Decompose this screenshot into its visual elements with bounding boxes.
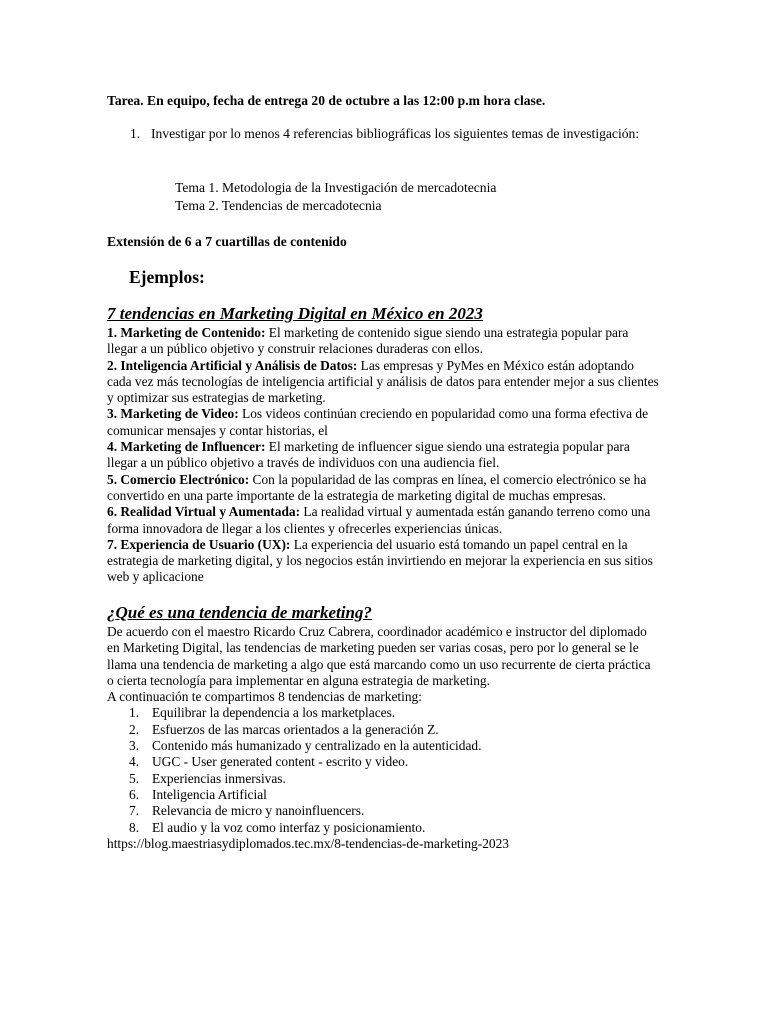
task-number: 1. bbox=[130, 126, 141, 141]
trends-section bbox=[107, 304, 659, 586]
list-item: 6. Inteligencia Artificial bbox=[129, 786, 267, 802]
list-item: 3. Contenido más humanizado y centralizado en la autenticidad. bbox=[129, 738, 482, 754]
trend-text: Con la popularidad de las compras en línea, el comercio electrónico se ha convertido en una parte importante de la estrategia de marketing digital de muchas empresas. bbox=[107, 471, 647, 503]
trend-item bbox=[107, 472, 659, 505]
trend-label: 1. Marketing de Contenido: bbox=[107, 325, 266, 340]
trend-text: El marketing de influencer sigue siendo una estrategia popular para llegar a un público objetivo a través de individuos con una audiencia fiel. bbox=[107, 439, 630, 471]
assignment-title: Tarea. En equipo, fecha de entrega 20 de octubre a las 12:00 p.m hora clase. bbox=[107, 93, 546, 108]
task-item-1 bbox=[130, 125, 661, 143]
trend-text: La experiencia del usuario está tomando un papel central en la estrategia de marketing digital, y los negocios están invirtiendo en mejorar la experiencia en sus sitios web y aplicacione bbox=[107, 536, 653, 585]
examples-heading: Ejemplos: bbox=[129, 267, 205, 287]
trend-item bbox=[107, 537, 659, 586]
definition-paragraph: De acuerdo con el maestro Ricardo Cruz Cabrera, coordinador académico e instructor del diplomado en Marketing Digital, las tendencias de marketing pueden ser varias cosas, pero por lo general se le llama una tendencia de marketing a algo que está marcando como un uso recurrente de cierta práctica o cierta tecnología para implementar en alguna estrategia de marketing. bbox=[107, 624, 651, 688]
definition-section bbox=[107, 603, 659, 852]
trend-label: 4. Marketing de Influencer: bbox=[107, 439, 266, 455]
trend-text: Los videos continúan creciendo en popularidad como una forma efectiva de comunicar mensajes y contar historias, el bbox=[107, 406, 649, 438]
topic-2: Tema 2. Tendencias de mercadotecnia bbox=[175, 198, 382, 213]
list-item: 8. El audio y la voz como interfaz y posicionamiento. bbox=[129, 819, 426, 835]
trend-label: 5. Comercio Electrónico: bbox=[107, 471, 250, 487]
source-url: https://blog.maestriasydiplomados.tec.mx/8-tendencias-de-marketing-2023 bbox=[107, 835, 509, 851]
trend-label: 2. Inteligencia Artificial y Análisis de Datos: bbox=[107, 357, 358, 373]
trend-text: El marketing de contenido sigue siendo una estrategia popular para llegar a un público objetivo y construir relaciones duraderas con ellos. bbox=[107, 325, 629, 357]
list-item: 7. Relevancia de micro y nanoinfluencers. bbox=[129, 803, 365, 819]
list-item: 1. Equilibrar la dependencia a los marketplaces. bbox=[129, 705, 396, 721]
list-item: 2. Esfuerzos de las marcas orientados a la generación Z. bbox=[129, 721, 439, 737]
trends-heading: 7 tendencias en Marketing Digital en México en 2023 bbox=[107, 304, 483, 323]
trend-item bbox=[107, 439, 659, 472]
trend-item bbox=[107, 406, 659, 439]
trend-item bbox=[107, 325, 659, 358]
trend-label: 7. Experiencia de Usuario (UX): bbox=[107, 536, 291, 552]
task-text: Investigar por lo menos 4 referencias bibliográficas los siguientes temas de investigación: bbox=[151, 126, 640, 141]
list-item: 4. UGC - User generated content - escrito y video. bbox=[129, 754, 409, 770]
trend-label: 3. Marketing de Video: bbox=[107, 406, 239, 422]
definition-heading: ¿Qué es una tendencia de marketing? bbox=[107, 603, 372, 622]
extension-note: Extensión de 6 a 7 cuartillas de contenido bbox=[107, 234, 347, 249]
topics-list bbox=[175, 179, 496, 215]
trend-text: Las empresas y PyMes en México están adoptando cada vez más tecnologías de inteligencia artificial y análisis de datos para entender mejor a sus clientes y optimizar sus estrategias de marketing. bbox=[107, 357, 659, 406]
trend-label: 6. Realidad Virtual y Aumentada: bbox=[107, 504, 301, 520]
topic-1: Tema 1. Metodologia de la Investigación de mercadotecnia bbox=[175, 180, 497, 195]
trend-item bbox=[107, 358, 659, 407]
list-item: 5. Experiencias inmersivas. bbox=[129, 770, 286, 786]
trends-list bbox=[107, 705, 659, 835]
trend-item bbox=[107, 504, 659, 537]
trend-text: La realidad virtual y aumentada están ganando terreno como una forma innovadora de llegar a los clientes y ofrecerles experiencias únicas. bbox=[107, 504, 651, 536]
list-intro: A continuación te compartimos 8 tendencias de marketing: bbox=[107, 689, 422, 705]
